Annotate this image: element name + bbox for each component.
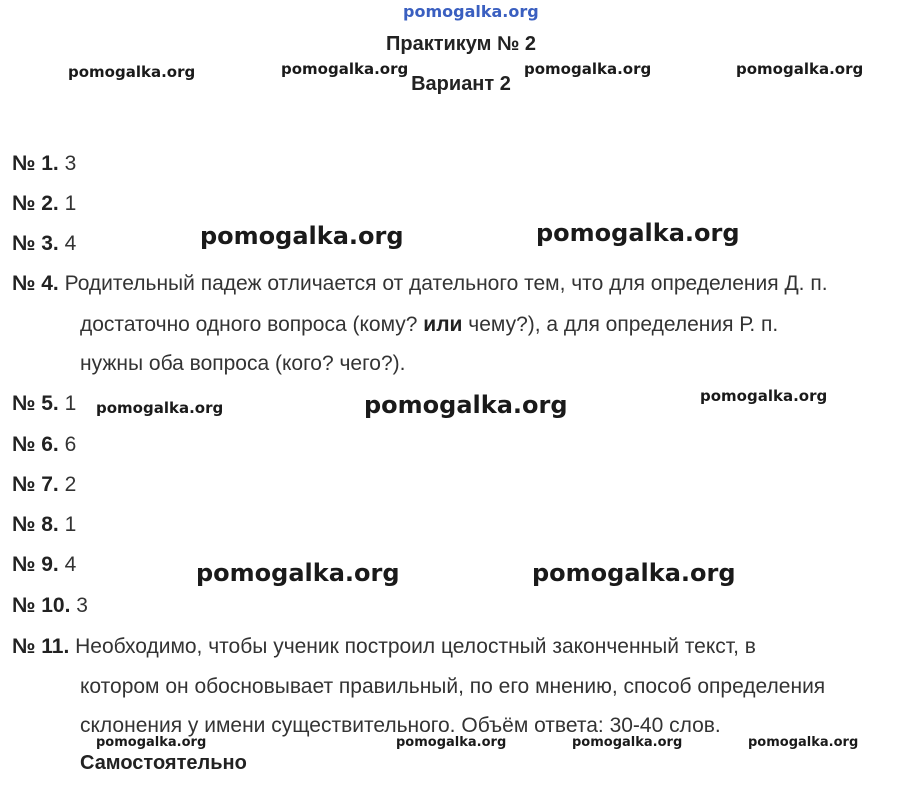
answer-value: 2 <box>64 473 77 496</box>
watermark: pomogalka.org <box>96 735 207 750</box>
answer-11-line-3: склонения у имени существительного. Объём ответа: 30-40 слов. <box>80 714 721 737</box>
answer-value: 3 <box>64 152 77 175</box>
answer-text: чему?), а для определения Р. п. <box>462 313 779 336</box>
watermark: pomogalka.org <box>281 60 409 78</box>
watermark: pomogalka.org <box>396 735 507 750</box>
answer-9 <box>12 545 76 585</box>
watermark: pomogalka.org <box>68 63 196 81</box>
watermark: pomogalka.org <box>196 559 400 587</box>
answer-1 <box>12 144 76 184</box>
answer-number: № 5. <box>12 392 59 415</box>
answer-number: № 2. <box>12 192 59 215</box>
answer-2 <box>12 184 76 224</box>
answer-number: № 11. <box>12 635 70 658</box>
answer-3 <box>12 224 76 264</box>
answer-number: № 10. <box>12 594 71 617</box>
answer-number: № 6. <box>12 433 59 456</box>
answer-text: достаточно одного вопроса (кому? <box>80 313 424 336</box>
answer-value: 1 <box>64 192 77 215</box>
answer-4-line-2 <box>80 305 778 345</box>
watermark-top: pomogalka.org <box>403 2 539 21</box>
answer-value: Необходимо, чтобы ученик построил целостный законченный текст, в <box>75 635 756 658</box>
answer-value: 4 <box>64 553 77 576</box>
answer-value: 1 <box>64 392 77 415</box>
answer-7 <box>12 465 76 505</box>
answer-11 <box>12 627 756 667</box>
self-work-label: Самостоятельно <box>80 752 247 774</box>
variant-subtitle: Вариант 2 <box>411 73 511 95</box>
answer-4 <box>12 264 828 304</box>
watermark: pomogalka.org <box>524 60 652 78</box>
answer-4-line-3: нужны оба вопроса (кого? чего?). <box>80 352 406 375</box>
watermark: pomogalka.org <box>200 222 404 250</box>
answer-number: № 9. <box>12 553 59 576</box>
answer-number: № 8. <box>12 513 59 536</box>
answer-5 <box>12 384 76 424</box>
watermark: pomogalka.org <box>748 735 859 750</box>
answer-number: № 4. <box>12 272 59 295</box>
watermark: pomogalka.org <box>96 399 224 417</box>
answer-8 <box>12 505 76 545</box>
watermark: pomogalka.org <box>736 60 864 78</box>
watermark: pomogalka.org <box>536 219 740 247</box>
answer-value: 6 <box>64 433 77 456</box>
answer-number: № 3. <box>12 232 59 255</box>
answer-6 <box>12 425 76 465</box>
watermark: pomogalka.org <box>364 391 568 419</box>
answer-value: 3 <box>76 594 88 617</box>
answer-value: 4 <box>64 232 77 255</box>
answer-10 <box>12 586 88 626</box>
answer-11-line-2: котором он обосновывает правильный, по его мнению, способ определения <box>80 675 826 698</box>
answer-value: Родительный падеж отличается от дательного тем, что для определения Д. п. <box>64 272 828 295</box>
watermark: pomogalka.org <box>572 735 683 750</box>
answer-number: № 7. <box>12 473 59 496</box>
answer-value: 1 <box>64 513 77 536</box>
answer-text-bold: или <box>423 313 463 336</box>
page-title: Практикум № 2 <box>385 33 536 55</box>
watermark: pomogalka.org <box>700 387 828 405</box>
watermark: pomogalka.org <box>532 559 736 587</box>
answer-number: № 1. <box>12 152 59 175</box>
